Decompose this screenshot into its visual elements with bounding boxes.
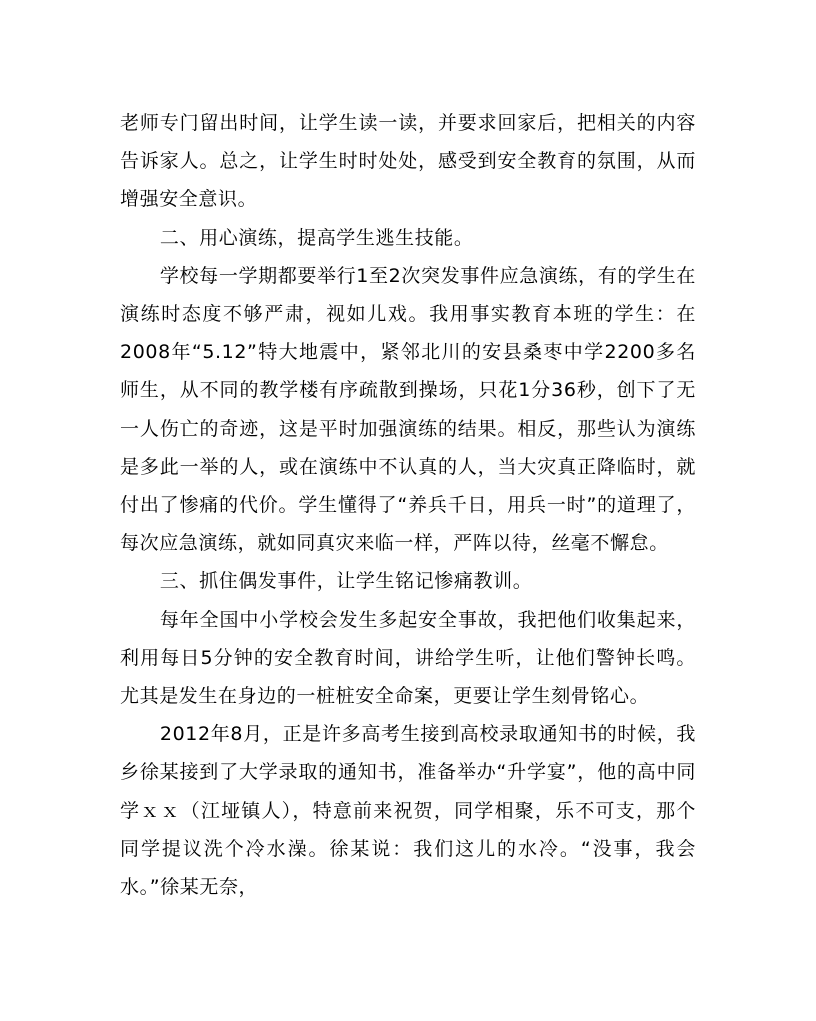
section-heading-2: 二、用心演练，提高学生逃生技能。 <box>159 226 474 249</box>
section-heading-3: 三、抓住偶发事件，让学生铭记惨痛教训。 <box>159 570 533 593</box>
document-body <box>120 104 696 906</box>
paragraph-2012-story: 2012年8月，正是许多高考生接到高校录取通知书的时候，我乡徐某接到了大学录取的通知书，准备举办“升学宴”，他的高中同学ｘｘ（江垭镇人），特意前来祝贺，同学相聚，乐不可支，那个同学提议洗个冷水澡。徐某说：我们这儿的水冷。“没事，我会水。”徐某无奈， <box>120 723 696 899</box>
paragraph-drill: 学校每一学期都要举行1至2次突发事件应急演练，有的学生在演练时态度不够严肃，视如儿戏。我用事实教育本班的学生：在2008年“5.12”特大地震中，紧邻北川的安县桑枣中学2200多名师生，从不同的教学楼有序疏散到操场，只花1分36秒，创下了无一人伤亡的奇迹，这是平时加强演练的结果。相反，那些认为演练是多此一举的人，或在演练中不认真的人，当大灾真正降临时，就付出了惨痛的代价。学生懂得了“养兵千日，用兵一时”的道理了，每次应急演练，就如同真灾来临一样，严阵以待，丝毫不懈怠。 <box>120 264 696 555</box>
paragraph-continued: 老师专门留出时间，让学生读一读，并要求回家后，把相关的内容告诉家人。总之，让学生时时处处，感受到安全教育的氛围，从而增强安全意识。 <box>120 112 696 211</box>
paragraph-accidents: 每年全国中小学校会发生多起安全事故，我把他们收集起来，利用每日5分钟的安全教育时间，讲给学生听，让他们警钟长鸣。尤其是发生在身边的一桩桩安全命案，更要让学生刻骨铭心。 <box>120 608 696 708</box>
